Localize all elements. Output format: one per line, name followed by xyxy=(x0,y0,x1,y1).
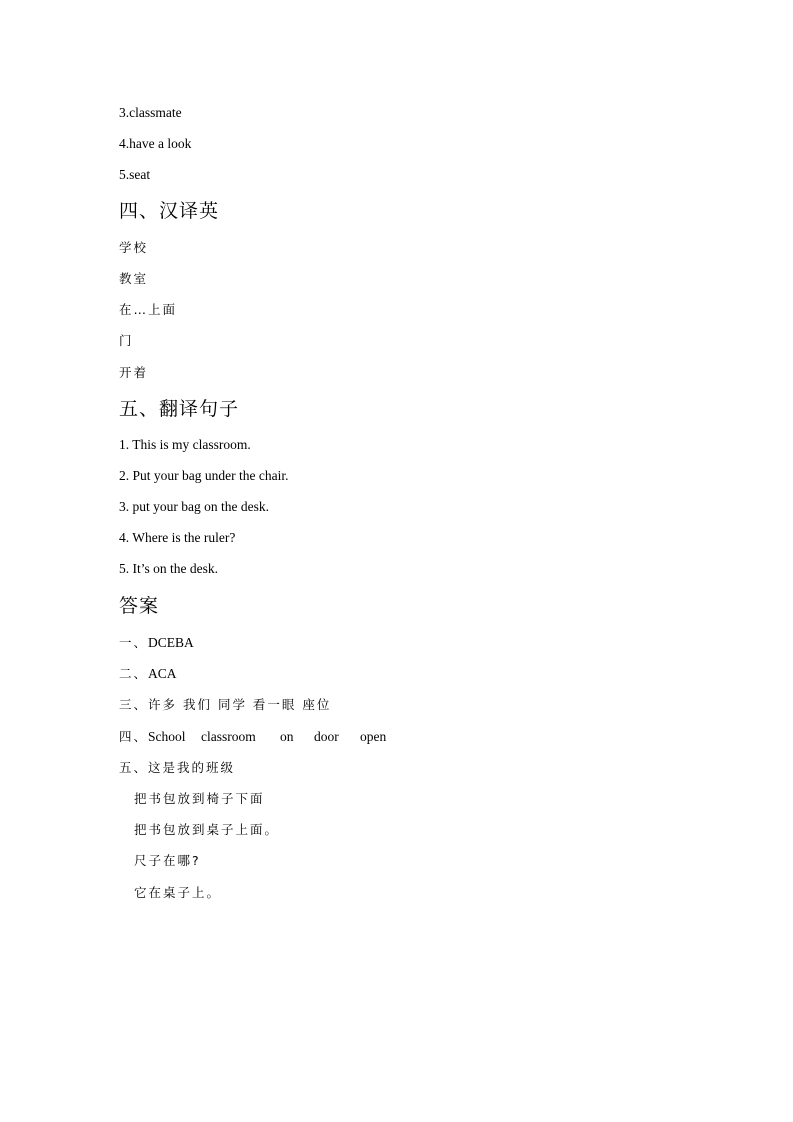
cn-item-1: 学校 xyxy=(119,240,149,255)
cn-item-3: 在…上面 xyxy=(119,302,178,317)
vocab-item-3: 3.classmate xyxy=(119,105,182,120)
sentence-2: 2. Put your bag under the chair. xyxy=(119,468,289,483)
answer-2-prefix: 二、 xyxy=(119,666,149,681)
answer-4 xyxy=(119,728,386,746)
answer-5-line-2: 把书包放到椅子下面 xyxy=(134,791,265,806)
answers-heading: 答案 xyxy=(119,595,160,617)
answer-5-line-3: 把书包放到桌子上面。 xyxy=(134,822,280,837)
cn-item-2: 教室 xyxy=(119,271,149,286)
vocab-item-5: 5.seat xyxy=(119,167,151,182)
answer-4-word-2: classroom xyxy=(201,729,256,744)
answer-1 xyxy=(119,634,194,652)
answer-4-word-3: on xyxy=(280,729,294,744)
answer-4-prefix: 四、 xyxy=(119,729,149,744)
answer-1-value: DCEBA xyxy=(148,635,194,650)
sentence-1: 1. This is my classroom. xyxy=(119,437,251,452)
answer-5-line-5: 它在桌子上。 xyxy=(134,885,222,900)
answer-2 xyxy=(119,665,177,683)
section-five-heading: 五、翻译句子 xyxy=(119,398,240,420)
cn-item-5: 开着 xyxy=(119,365,149,380)
answer-4-word-4: door xyxy=(314,729,339,744)
answer-5-line-1: 五、这是我的班级 xyxy=(119,760,236,775)
section-four-heading: 四、汉译英 xyxy=(119,200,220,222)
vocab-item-4: 4.have a look xyxy=(119,136,192,151)
answer-5-line-4: 尺子在哪? xyxy=(134,853,201,868)
sentence-3: 3. put your bag on the desk. xyxy=(119,499,269,514)
cn-item-4: 门 xyxy=(119,333,134,348)
sentence-5: 5. It’s on the desk. xyxy=(119,561,218,576)
sentence-4: 4. Where is the ruler? xyxy=(119,530,236,545)
answer-2-value: ACA xyxy=(148,666,177,681)
answer-3: 三、许多 我们 同学 看一眼 座位 xyxy=(119,697,332,712)
answer-1-prefix: 一、 xyxy=(119,635,149,650)
answer-4-word-5: open xyxy=(360,729,387,744)
answer-4-word-1: School xyxy=(148,729,186,744)
